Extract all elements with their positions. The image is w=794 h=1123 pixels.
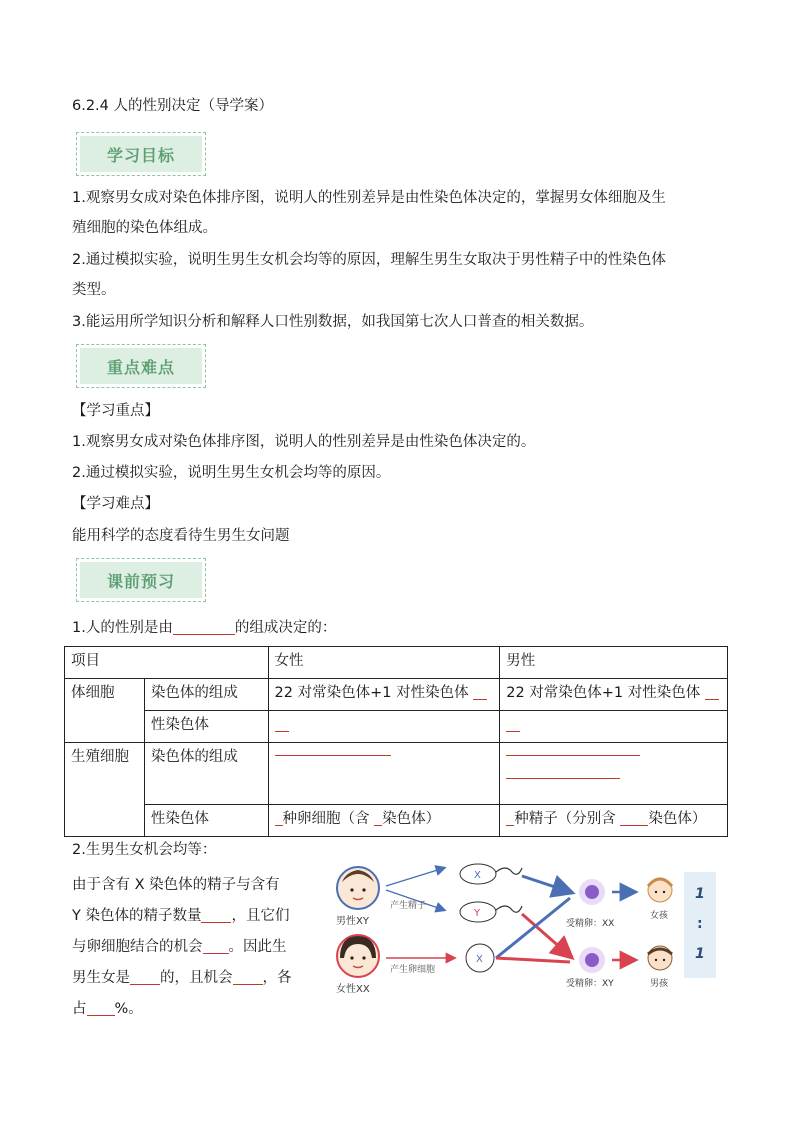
female-germ-composition bbox=[268, 743, 500, 805]
goal-line: 3.能运用所学知识分析和解释人口性别数据，如我国第七次人口普查的相关数据。 bbox=[72, 314, 594, 330]
header-female: 女性 bbox=[268, 647, 500, 679]
header-item: 项目 bbox=[65, 647, 269, 679]
male-germ-composition bbox=[500, 743, 728, 805]
answer-blank[interactable] bbox=[275, 716, 289, 732]
answer-blank[interactable] bbox=[173, 618, 235, 635]
goal-line: 类型。 bbox=[72, 282, 116, 298]
goal-line: 殖细胞的染色体组成。 bbox=[72, 220, 217, 236]
section-badge-goals bbox=[80, 136, 202, 172]
label-composition: 染色体的组成 bbox=[144, 679, 268, 711]
question-2-heading: 2.生男生女机会均等： bbox=[72, 842, 217, 858]
section-badge-label: 学习目标 bbox=[106, 145, 175, 165]
ratio-colon: : bbox=[697, 916, 703, 932]
page-title: 6.2.4 人的性别决定（导学案） bbox=[72, 98, 274, 114]
zygote-xy-icon bbox=[579, 947, 605, 973]
answer-blank[interactable] bbox=[203, 937, 229, 954]
produce-sperm-label: 产生精子 bbox=[390, 901, 427, 911]
female-germ-sex-chromosome: 种卵细胞（含 染色体） bbox=[268, 805, 500, 837]
focus-item: 1.观察男女成对染色体排序图，说明人的性别差异是由性染色体决定的。 bbox=[72, 434, 536, 450]
answer-blank[interactable] bbox=[233, 968, 263, 985]
male-germ-sex-chromosome: 种精子（分别含 染色体） bbox=[500, 805, 728, 837]
zygote-xy-label: 受精卵：XY bbox=[566, 979, 614, 989]
focus-heading: 【学习重点】 bbox=[72, 403, 159, 419]
question-2-text bbox=[72, 870, 322, 1025]
female-label: 女性XX bbox=[336, 984, 370, 995]
row-somatic-cell: 体细胞 bbox=[65, 679, 145, 743]
row-germ-cell: 生殖细胞 bbox=[65, 743, 145, 837]
ratio-right: 1 bbox=[695, 946, 705, 962]
q2-line: Y 染色体的精子数量 ，且它们 bbox=[72, 908, 290, 924]
sperm-y-icon bbox=[460, 902, 522, 922]
answer-blank[interactable] bbox=[620, 810, 648, 826]
sperm-x-icon bbox=[460, 864, 522, 884]
label-sex-chromosome: 性染色体 bbox=[144, 805, 268, 837]
answer-blank[interactable] bbox=[87, 999, 115, 1016]
answer-blank[interactable] bbox=[275, 810, 283, 826]
male-person-icon bbox=[337, 867, 379, 909]
female-somatic-sex-chromosome bbox=[268, 711, 500, 743]
q2-line: 与卵细胞结合的机会 。因此生 bbox=[72, 939, 287, 955]
answer-blank[interactable] bbox=[201, 906, 231, 923]
section-badge-keypoints bbox=[80, 348, 202, 384]
question-1-prefix: 1.人的性别是由 bbox=[72, 620, 173, 636]
female-somatic-composition: 22 对常染色体+1 对性染色体 bbox=[268, 679, 500, 711]
boy-label: 男孩 bbox=[650, 979, 669, 989]
zygote-xx-icon bbox=[579, 879, 605, 905]
male-somatic-composition: 22 对常染色体+1 对性染色体 bbox=[500, 679, 728, 711]
zygote-xx-label: 受精卵：XX bbox=[566, 919, 615, 929]
question-1 bbox=[72, 618, 336, 638]
focus-item: 2.通过模拟实验，说明生男生女机会均等的原因。 bbox=[72, 465, 391, 481]
answer-blank[interactable] bbox=[506, 770, 620, 779]
section-badge-label: 课前预习 bbox=[106, 571, 175, 591]
answer-blank[interactable] bbox=[506, 747, 640, 756]
answer-blank[interactable] bbox=[130, 968, 160, 985]
answer-blank[interactable] bbox=[473, 684, 487, 700]
q2-line: 占 %。 bbox=[72, 1001, 143, 1017]
ratio-left: 1 bbox=[695, 886, 705, 902]
answer-blank[interactable] bbox=[705, 684, 719, 700]
difficulty-item: 能用科学的态度看待生男生女问题 bbox=[72, 528, 290, 544]
q2-line: 由于含有 X 染色体的精子与含有 bbox=[72, 877, 280, 893]
female-person-icon bbox=[337, 935, 379, 977]
chromosome-table bbox=[64, 646, 728, 837]
answer-blank[interactable] bbox=[374, 810, 382, 826]
girl-icon bbox=[648, 878, 672, 902]
male-somatic-sex-chromosome bbox=[500, 711, 728, 743]
answer-blank[interactable] bbox=[275, 747, 391, 756]
section-badge-label: 重点难点 bbox=[106, 357, 175, 377]
header-male: 男性 bbox=[500, 647, 728, 679]
label-composition: 染色体的组成 bbox=[144, 743, 268, 805]
question-1-suffix: 的组成决定的： bbox=[234, 620, 337, 636]
answer-blank[interactable] bbox=[506, 716, 520, 732]
male-label: 男性XY bbox=[336, 916, 369, 927]
goal-line: 2.通过模拟实验，说明生男生女机会均等的原因，理解生男生女取决于男性精子中的性染色体 bbox=[72, 252, 666, 268]
svg-text:X: X bbox=[474, 870, 481, 881]
sex-determination-diagram bbox=[326, 858, 726, 998]
egg-x-icon bbox=[466, 944, 494, 972]
boy-icon bbox=[648, 946, 672, 970]
label-sex-chromosome: 性染色体 bbox=[144, 711, 268, 743]
difficulty-heading: 【学习难点】 bbox=[72, 496, 159, 512]
girl-label: 女孩 bbox=[650, 911, 669, 921]
section-badge-preview bbox=[80, 562, 202, 598]
q2-line: 男生女是 的，且机会 ，各 bbox=[72, 970, 292, 986]
svg-text:X: X bbox=[476, 954, 483, 965]
produce-egg-label: 产生卵细胞 bbox=[390, 965, 436, 975]
goal-line: 1.观察男女成对染色体排序图，说明人的性别差异是由性染色体决定的，掌握男女体细胞及生 bbox=[72, 190, 666, 206]
svg-text:Y: Y bbox=[474, 908, 481, 919]
